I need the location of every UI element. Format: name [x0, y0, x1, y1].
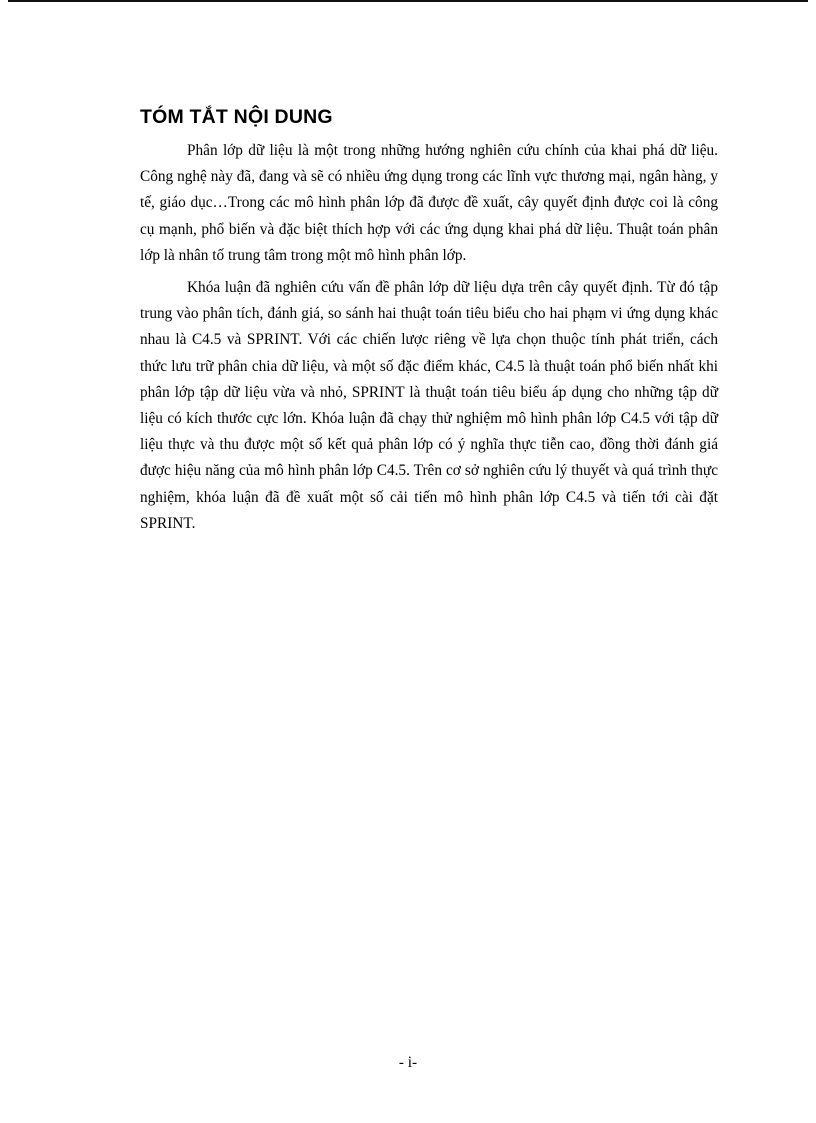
paragraph-2: Khóa luận đã nghiên cứu vấn đề phân lớp dữ liệu dựa trên cây quyết định. Từ đó tập trung vào phân tích, đánh giá, so sánh hai thuật toán tiêu biểu cho hai phạm vi ứng dụng khác nhau là C4.5 và SPRINT. Với các chiến lược riêng về lựa chọn thuộc tính phát triển, cách thức lưu trữ phân chia dữ liệu, và một số đặc điểm khác, C4.5 là thuật toán phổ biến nhất khi phân lớp tập dữ liệu vừa và nhỏ, SPRINT là thuật toán tiêu biểu áp dụng cho những tập dữ liệu có kích thước cực lớn. Khóa luận đã chạy thử nghiệm mô hình phân lớp C4.5 với tập dữ liệu thực và thu được một số kết quả phân lớp có ý nghĩa thực tiễn cao, đồng thời đánh giá được hiệu năng của mô hình phân lớp C4.5. Trên cơ sở nghiên cứu lý thuyết và quá trình thực nghiệm, khóa luận đã đề xuất một số cải tiến mô hình phân lớp C4.5 và tiến tới cài đặt SPRINT. [140, 279, 718, 532]
paragraph-1: Phân lớp dữ liệu là một trong những hướng nghiên cứu chính của khai phá dữ liệu. Công nghệ này đã, đang và sẽ có nhiều ứng dụng trong các lĩnh vực thương mại, ngân hàng, y tế, giáo dục…Trong các mô hình phân lớp đã được đề xuất, cây quyết định được coi là công cụ mạnh, phổ biến và đặc biệt thích hợp với các ứng dụng khai phá dữ liệu. Thuật toán phân lớp là nhân tố trung tâm trong một mô hình phân lớp. [140, 142, 718, 264]
document-body [140, 104, 718, 543]
page-top-border [8, 0, 808, 2]
page-number: - i- [398, 1054, 418, 1071]
section-heading: TÓM TẮT NỘI DUNG [140, 106, 333, 128]
